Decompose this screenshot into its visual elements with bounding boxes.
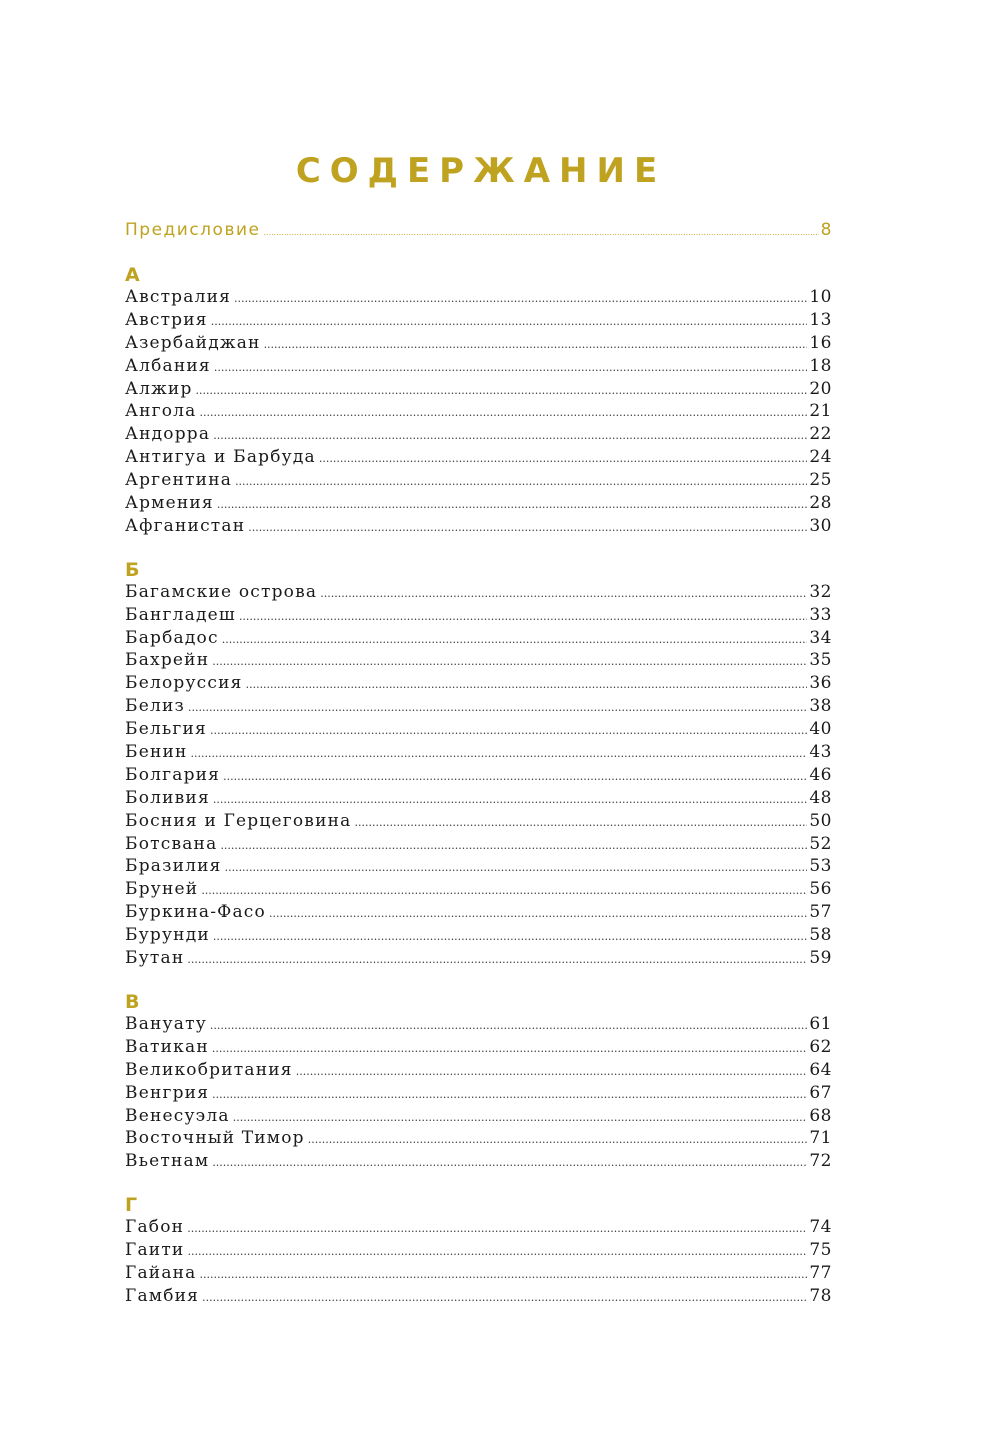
toc-entry-name: Боливия — [125, 787, 210, 808]
toc-entry-name: Гамбия — [125, 1285, 200, 1306]
toc-entry[interactable] — [125, 470, 832, 493]
dot-leader — [296, 1065, 808, 1078]
dot-leader — [201, 884, 807, 897]
toc-entry-page: 33 — [809, 604, 832, 625]
section-letter-heading: Б — [125, 558, 140, 581]
toc-entry-name: Бруней — [125, 879, 199, 900]
toc-entry-page: 57 — [809, 902, 832, 923]
toc-entry-name: Белиз — [125, 696, 185, 717]
toc-entry-name: Австралия — [125, 287, 232, 307]
toc-entry[interactable] — [125, 925, 832, 948]
toc-entry-page: 61 — [809, 1013, 832, 1034]
dot-leader — [202, 1291, 807, 1304]
toc-entry[interactable] — [125, 582, 832, 605]
toc-entry-page: 20 — [809, 378, 832, 399]
toc-entry-page: 52 — [809, 833, 832, 854]
toc-entry[interactable] — [125, 1151, 832, 1174]
toc-entry-name: Австрия — [125, 309, 208, 330]
dot-leader — [308, 1133, 808, 1146]
dot-leader — [210, 1019, 807, 1032]
toc-entry[interactable] — [125, 834, 832, 857]
toc-entry-name: Венгрия — [125, 1082, 210, 1103]
dot-leader — [212, 1088, 807, 1101]
dot-leader — [199, 406, 807, 419]
toc-entry-page: 18 — [809, 355, 832, 376]
toc-entry[interactable] — [125, 856, 832, 879]
dot-leader — [233, 1111, 808, 1124]
dot-leader — [239, 610, 807, 623]
toc-entry[interactable] — [125, 742, 832, 765]
dot-leader — [213, 930, 807, 943]
toc-entry-name: Албания — [125, 355, 211, 376]
toc-entry-name: Болгария — [125, 764, 221, 785]
toc-entry-page: 16 — [809, 332, 832, 353]
toc-entry-name: Белоруссия — [125, 673, 243, 694]
dot-leader — [222, 633, 808, 646]
toc-entry-name: Багамские острова — [125, 581, 318, 602]
toc-entry-page: 28 — [809, 493, 832, 514]
dot-leader — [214, 361, 808, 374]
toc-entry[interactable] — [125, 719, 832, 742]
toc-entry-preface[interactable] — [125, 220, 832, 246]
toc-entry-name: Буркина-Фасо — [125, 902, 266, 923]
toc-entry-name: Бразилия — [125, 856, 222, 877]
toc-entry[interactable] — [125, 1060, 832, 1083]
dot-leader — [217, 498, 808, 511]
toc-entry-name: Восточный Тимор — [125, 1128, 305, 1149]
toc-entry-page: 25 — [809, 470, 832, 491]
toc-entry[interactable] — [125, 650, 832, 673]
toc-entry[interactable] — [125, 811, 832, 834]
toc-entry-page: 72 — [809, 1151, 832, 1172]
dot-leader — [220, 839, 807, 852]
toc-entry-page: 68 — [809, 1105, 832, 1126]
toc-entry-page: 78 — [809, 1285, 832, 1306]
dot-leader — [188, 701, 807, 714]
toc-entry[interactable] — [125, 333, 832, 356]
toc-entry-name: Азербайджан — [125, 332, 261, 353]
dot-leader — [354, 816, 807, 829]
toc-entry-name: Предисловие — [125, 220, 261, 240]
dot-leader — [234, 292, 807, 305]
toc-entry-name: Великобритания — [125, 1059, 293, 1080]
toc-entry[interactable] — [125, 310, 832, 333]
toc-entry[interactable] — [125, 1128, 832, 1151]
toc-entry-name: Антигуа и Барбуда — [125, 447, 316, 468]
toc-entry-page: 35 — [809, 650, 832, 671]
toc-entry[interactable] — [125, 401, 832, 424]
toc-entry[interactable] — [125, 1014, 832, 1037]
page-title: СОДЕРЖАНИЕ — [295, 150, 667, 191]
toc-entry-page: 13 — [809, 309, 832, 330]
dot-leader — [269, 907, 807, 920]
dot-leader — [246, 678, 808, 691]
toc-entry-name: Бенин — [125, 742, 188, 763]
dot-leader — [320, 587, 807, 600]
toc-entry-page: 38 — [809, 696, 832, 717]
dot-leader — [264, 338, 808, 351]
toc-entry-page: 40 — [809, 719, 832, 740]
toc-entry[interactable] — [125, 673, 832, 696]
toc-entry[interactable] — [125, 447, 832, 470]
toc-entry-page: 56 — [809, 879, 832, 900]
toc-entry[interactable] — [125, 1037, 832, 1060]
dot-leader — [196, 384, 808, 397]
toc-entry-name: Афганистан — [125, 515, 246, 536]
toc-section — [125, 559, 832, 971]
toc-entry-name: Алжир — [125, 378, 193, 399]
dot-leader — [187, 1222, 807, 1235]
dot-leader — [263, 228, 818, 237]
toc-entry-name: Бангладеш — [125, 604, 236, 625]
toc-entry-page: 53 — [809, 856, 832, 877]
toc-entry-page: 58 — [809, 925, 832, 946]
toc-entry-name: Андорра — [125, 424, 211, 445]
toc-entry-page: 46 — [809, 764, 832, 785]
dot-leader — [212, 655, 807, 668]
toc-entry-page: 48 — [809, 787, 832, 808]
dot-leader — [213, 793, 807, 806]
toc-entry[interactable] — [125, 287, 832, 310]
toc-entry-page: 50 — [809, 810, 832, 831]
toc-entry-name: Босния и Герцеговина — [125, 810, 352, 831]
toc-entry[interactable] — [125, 1106, 832, 1129]
dot-leader — [235, 475, 807, 488]
toc-entry-page: 34 — [809, 627, 832, 648]
section-letter-heading: В — [125, 990, 140, 1013]
toc-entry[interactable] — [125, 788, 832, 811]
toc-entry[interactable] — [125, 424, 832, 447]
toc-entry-page: 24 — [809, 447, 832, 468]
toc-entry-page: 32 — [809, 581, 832, 602]
toc-entry-page: 21 — [809, 401, 832, 422]
toc-entry[interactable] — [125, 765, 832, 788]
toc-entry-name: Армения — [125, 493, 214, 514]
dot-leader — [212, 1156, 807, 1169]
toc-entry[interactable] — [125, 1217, 832, 1240]
toc-entry-page: 67 — [809, 1082, 832, 1103]
toc-entry[interactable] — [125, 356, 832, 379]
dot-leader — [248, 521, 807, 534]
toc-entry-name: Бутан — [125, 948, 185, 969]
toc-entry-name: Гаити — [125, 1240, 185, 1261]
toc-entry-name: Ватикан — [125, 1036, 209, 1057]
dot-leader — [210, 724, 807, 737]
dot-leader — [225, 861, 808, 874]
toc-entry-page: 62 — [809, 1036, 832, 1057]
table-of-contents — [125, 220, 832, 1309]
toc-entry-page: 74 — [809, 1217, 832, 1238]
dot-leader — [223, 770, 807, 783]
toc-entry[interactable] — [125, 1083, 832, 1106]
toc-entry-page: 8 — [820, 220, 832, 240]
toc-entry-name: Ангола — [125, 401, 197, 422]
toc-section — [125, 264, 832, 539]
toc-entry[interactable] — [125, 605, 832, 628]
toc-entry[interactable] — [125, 1240, 832, 1263]
toc-entry-page: 77 — [809, 1262, 832, 1283]
toc-entry-name: Вьетнам — [125, 1151, 210, 1172]
dot-leader — [200, 1268, 808, 1281]
toc-entry-page: 30 — [809, 515, 832, 536]
dot-leader — [211, 315, 808, 328]
toc-entry[interactable] — [125, 493, 832, 516]
dot-leader — [212, 1042, 808, 1055]
toc-entry-page: 59 — [809, 948, 832, 969]
toc-entry[interactable] — [125, 516, 832, 539]
section-letter-heading: А — [125, 264, 140, 286]
toc-entry[interactable] — [125, 902, 832, 925]
toc-section — [125, 991, 832, 1174]
toc-entry-page: 64 — [809, 1059, 832, 1080]
toc-entry-page: 36 — [809, 673, 832, 694]
toc-entry-name: Габон — [125, 1217, 185, 1238]
toc-entry-name: Вануату — [125, 1013, 207, 1034]
dot-leader — [187, 953, 807, 966]
toc-entry-name: Барбадос — [125, 627, 219, 648]
toc-entry-page: 75 — [809, 1240, 832, 1261]
dot-leader — [213, 429, 807, 442]
toc-entry[interactable] — [125, 879, 832, 902]
toc-entry-name: Бельгия — [125, 719, 207, 740]
toc-entry-page: 43 — [809, 742, 832, 763]
toc-entry[interactable] — [125, 628, 832, 651]
toc-entry-page: 10 — [809, 287, 832, 307]
toc-entry-name: Гайана — [125, 1262, 197, 1283]
toc-entry[interactable] — [125, 696, 832, 719]
toc-entry-name: Ботсвана — [125, 833, 218, 854]
toc-entry[interactable] — [125, 1286, 832, 1309]
toc-entry-name: Бахрейн — [125, 650, 210, 671]
toc-entry-page: 71 — [809, 1128, 832, 1149]
toc-entry-name: Венесуэла — [125, 1105, 230, 1126]
toc-entry[interactable] — [125, 1263, 832, 1286]
dot-leader — [191, 747, 808, 760]
dot-leader — [187, 1245, 807, 1258]
toc-entry-name: Бурунди — [125, 925, 210, 946]
dot-leader — [319, 452, 807, 465]
toc-section — [125, 1194, 832, 1309]
section-letter-heading: Г — [125, 1194, 138, 1217]
toc-entry[interactable] — [125, 948, 832, 971]
toc-entry-name: Аргентина — [125, 470, 233, 491]
toc-entry-page: 22 — [809, 424, 832, 445]
toc-entry[interactable] — [125, 379, 832, 402]
